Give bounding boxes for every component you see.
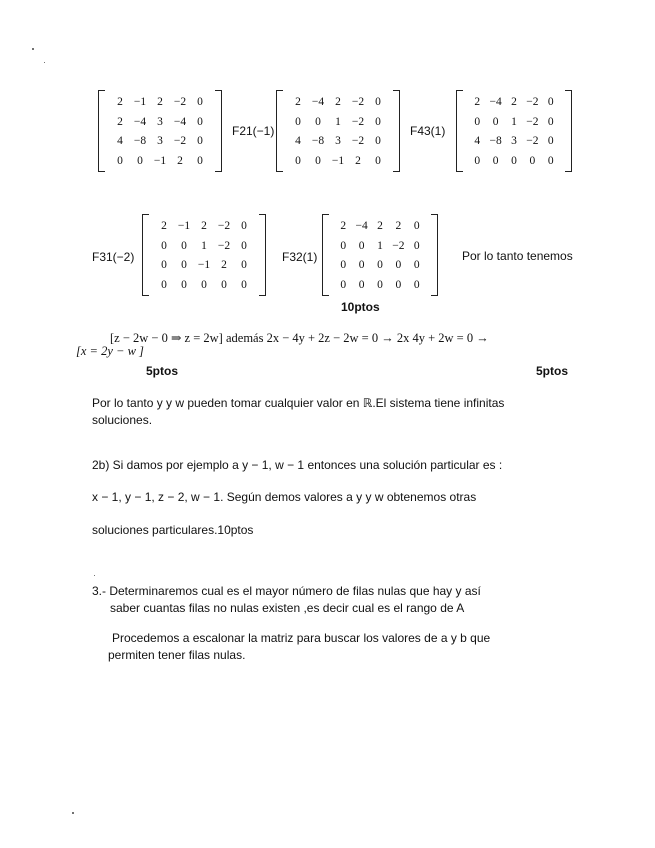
matrix-cell: −4 xyxy=(133,115,147,128)
matrix-cell: 2 xyxy=(295,96,301,108)
scan-speck xyxy=(44,62,45,63)
matrix-row xyxy=(142,255,266,275)
matrix-cell: 0 xyxy=(117,154,123,167)
matrix-row xyxy=(456,112,572,132)
matrix-cell: 0 xyxy=(201,278,207,291)
matrix-row xyxy=(142,236,266,256)
matrix-cell: 0 xyxy=(547,96,554,108)
matrix-cell: −1 xyxy=(133,96,147,108)
matrix-cell: 2 xyxy=(117,96,123,108)
section-3-line-1: 3.- Determinaremos cual es el mayor número de filas nulas que hay y así xyxy=(92,584,481,598)
matrix-cell: 0 xyxy=(492,115,499,128)
matrix-row xyxy=(98,112,222,132)
matrix-cell: 0 xyxy=(161,278,167,291)
matrix-cell: 0 xyxy=(358,259,365,271)
matrix-cell: 0 xyxy=(358,278,365,291)
matrix-cell: −8 xyxy=(489,135,502,147)
matrix-cell: −2 xyxy=(392,239,405,252)
section-3-line-4: permiten tener filas nulas. xyxy=(108,648,246,662)
matrix-row xyxy=(276,92,400,112)
matrix-cell: 1 xyxy=(201,239,207,252)
matrix-cell: 0 xyxy=(241,220,247,232)
matrix-row xyxy=(142,275,266,295)
matrix-row xyxy=(456,131,572,151)
matrix-cell: 0 xyxy=(547,154,554,167)
matrix-row xyxy=(276,112,400,132)
matrix-cell: 0 xyxy=(197,154,203,167)
matrix-cell: 0 xyxy=(395,259,402,271)
equation-line-2: [x = 2y − w ] xyxy=(76,344,144,358)
matrix-2 xyxy=(276,90,400,172)
matrix-cell: 0 xyxy=(241,278,247,291)
matrix-cell: 1 xyxy=(335,115,341,128)
matrix-cell: 0 xyxy=(547,135,554,147)
equation-line-1: [z − 2w − 0 ⇒ z = 2w] además 2x − 4y + 2z − 2w = 0 → 2x 4y + 2w = 0 → xyxy=(110,331,489,345)
matrix-cell: 0 xyxy=(221,278,227,291)
matrix-cell: 0 xyxy=(474,154,481,167)
matrix-cell: 0 xyxy=(395,278,402,291)
section-3-line-2: saber cuantas filas no nulas existen ,es decir cual es el rango de A xyxy=(110,601,465,615)
matrix-1 xyxy=(98,90,222,172)
matrix-cell: −2 xyxy=(217,239,231,252)
matrix-cell: 3 xyxy=(511,135,517,147)
matrix-cell: 0 xyxy=(375,115,381,128)
matrix-cell: 0 xyxy=(358,239,365,252)
matrix-row xyxy=(322,255,438,275)
matrix-cell: 2 xyxy=(221,259,227,271)
matrix-cell: 2 xyxy=(177,154,183,167)
matrix-cell: 0 xyxy=(413,239,420,252)
matrix-4 xyxy=(142,214,266,296)
matrix-cell: 2 xyxy=(395,220,402,232)
matrix-cell: 3 xyxy=(335,135,341,147)
matrix-cell: 0 xyxy=(197,135,203,147)
row-op-f21: F21(−1) xyxy=(232,124,275,138)
por-lo-tanto-tenemos: Por lo tanto tenemos xyxy=(462,249,573,263)
matrix-cell: −4 xyxy=(489,96,502,108)
matrix-cell: 0 xyxy=(197,115,203,128)
matrix-cell: 0 xyxy=(181,239,187,252)
matrix-row xyxy=(98,131,222,151)
row-op-f43: F43(1) xyxy=(410,124,446,138)
matrix-cell: 0 xyxy=(375,154,381,167)
matrix-cell: 1 xyxy=(377,239,383,252)
matrix-cell: 2 xyxy=(377,220,383,232)
matrix-cell: −4 xyxy=(311,96,325,108)
paragraph-infinite-solutions-line-2: soluciones. xyxy=(92,413,153,427)
matrix-cell: 0 xyxy=(241,259,247,271)
matrix-cell: 2 xyxy=(201,220,207,232)
matrix-cell: −2 xyxy=(351,115,365,128)
matrix-row xyxy=(456,92,572,112)
scan-speck xyxy=(72,812,74,814)
matrix-cell: 0 xyxy=(137,154,143,167)
matrix-row xyxy=(276,131,400,151)
matrix-cell: −1 xyxy=(331,154,345,167)
score-10ptos: 10ptos xyxy=(341,300,380,314)
matrix-cell: −1 xyxy=(153,154,167,167)
matrix-cell: 0 xyxy=(377,278,383,291)
matrix-cell: 0 xyxy=(492,154,499,167)
matrix-row xyxy=(98,92,222,112)
matrix-cell: 0 xyxy=(315,154,321,167)
matrix-cell: 0 xyxy=(375,135,381,147)
matrix-cell: 0 xyxy=(295,154,301,167)
scan-speck xyxy=(94,575,95,576)
matrix-cell: 3 xyxy=(157,115,163,128)
matrix-cell: 0 xyxy=(181,259,187,271)
matrix-cell: 0 xyxy=(474,115,481,128)
matrix-cell: −4 xyxy=(355,220,368,232)
score-5ptos-right: 5ptos xyxy=(536,364,569,378)
matrix-cell: 0 xyxy=(529,154,536,167)
matrix-cell: 0 xyxy=(340,259,347,271)
matrix-cell: 0 xyxy=(413,220,420,232)
matrix-cell: 0 xyxy=(340,278,347,291)
matrix-cell: −2 xyxy=(173,96,187,108)
section-2b-line-3: soluciones particulares.10ptos xyxy=(92,523,254,537)
matrix-cell: 3 xyxy=(157,135,163,147)
matrix-row xyxy=(98,151,222,171)
matrix-row xyxy=(322,216,438,236)
matrix-cell: 0 xyxy=(197,96,203,108)
matrix-cell: 0 xyxy=(511,154,517,167)
matrix-cell: −2 xyxy=(217,220,231,232)
matrix-cell: 0 xyxy=(181,278,187,291)
matrix-cell: 2 xyxy=(355,154,361,167)
matrix-cell: 2 xyxy=(161,220,167,232)
matrix-cell: 0 xyxy=(547,115,554,128)
section-2b-line-1: 2b) Si damos por ejemplo a y − 1, w − 1 entonces una solución particular es : xyxy=(92,458,503,472)
matrix-cell: −2 xyxy=(526,115,539,128)
score-5ptos-left: 5ptos xyxy=(146,364,179,378)
matrix-cell: −2 xyxy=(351,135,365,147)
matrix-row xyxy=(456,151,572,171)
matrix-cell: 1 xyxy=(511,115,517,128)
matrix-cell: −8 xyxy=(133,135,147,147)
matrix-cell: 0 xyxy=(340,239,347,252)
matrix-cell: −2 xyxy=(351,96,365,108)
matrix-cell: −2 xyxy=(526,96,539,108)
matrix-cell: 0 xyxy=(413,278,420,291)
matrix-cell: 2 xyxy=(340,220,347,232)
matrix-cell: −8 xyxy=(311,135,325,147)
section-3-line-3: Procedemos a escalonar la matriz para buscar los valores de a y b que xyxy=(112,631,491,645)
row-op-f31: F31(−2) xyxy=(92,250,135,264)
matrix-5 xyxy=(322,214,438,296)
matrix-cell: 0 xyxy=(413,259,420,271)
matrix-cell: 0 xyxy=(315,115,321,128)
matrix-row xyxy=(142,216,266,236)
paragraph-infinite-solutions-line-1: Por lo tanto y y w pueden tomar cualquier valor en ℝ.El sistema tiene infinitas xyxy=(92,396,505,410)
matrix-cell: −1 xyxy=(177,220,191,232)
matrix-cell: −1 xyxy=(197,259,211,271)
matrix-cell: 0 xyxy=(377,259,383,271)
scan-speck xyxy=(32,48,34,50)
matrix-cell: 0 xyxy=(375,96,381,108)
matrix-cell: 2 xyxy=(474,96,481,108)
matrix-cell: 4 xyxy=(474,135,481,147)
row-op-f32: F32(1) xyxy=(282,250,318,264)
matrix-row xyxy=(322,236,438,256)
matrix-cell: 2 xyxy=(157,96,163,108)
matrix-row xyxy=(322,275,438,295)
matrix-cell: 0 xyxy=(161,259,167,271)
matrix-cell: −2 xyxy=(526,135,539,147)
matrix-3 xyxy=(456,90,572,172)
matrix-cell: 4 xyxy=(295,135,301,147)
matrix-cell: 2 xyxy=(117,115,123,128)
section-2b-line-2: x − 1, y − 1, z − 2, w − 1. Según demos valores a y y w obtenemos otras xyxy=(92,490,477,504)
matrix-cell: 4 xyxy=(117,135,123,147)
matrix-cell: 0 xyxy=(161,239,167,252)
matrix-cell: −4 xyxy=(173,115,187,128)
matrix-cell: 0 xyxy=(241,239,247,252)
matrix-cell: 2 xyxy=(335,96,341,108)
matrix-row xyxy=(276,151,400,171)
matrix-cell: 2 xyxy=(511,96,517,108)
matrix-cell: −2 xyxy=(173,135,187,147)
matrix-cell: 0 xyxy=(295,115,301,128)
